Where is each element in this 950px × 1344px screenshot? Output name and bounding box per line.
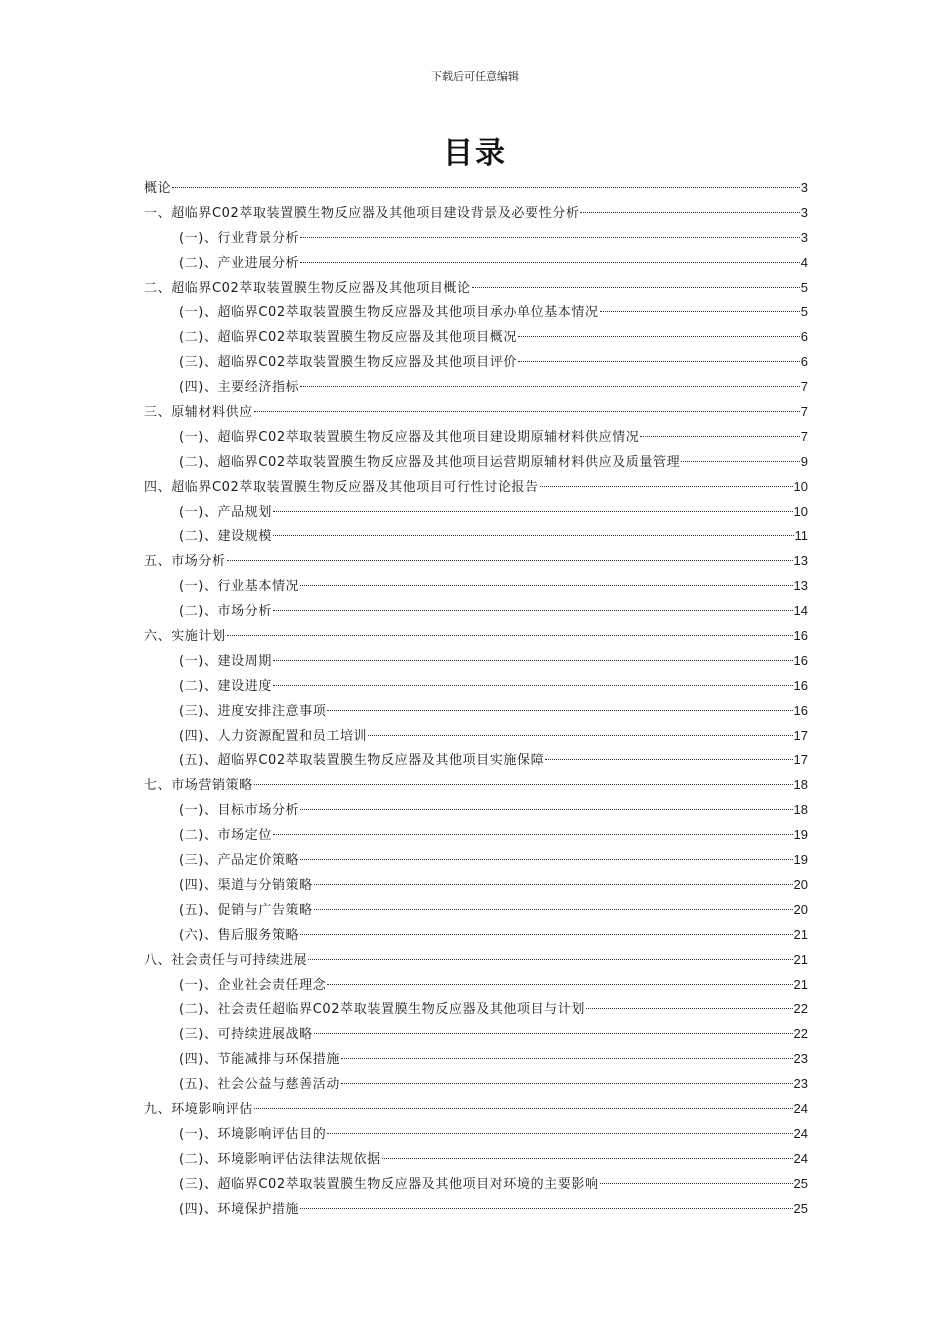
toc-dot-leader	[273, 535, 794, 536]
toc-page-number: 25	[793, 1200, 808, 1216]
toc-dot-leader	[273, 685, 793, 686]
toc-entry-text: (一)、行业基本情况	[179, 579, 300, 595]
toc-subentry[interactable]	[144, 699, 808, 724]
toc-entry-text: (二)、超临界C02萃取装置膜生物反应器及其他项目概况	[179, 330, 517, 346]
toc-page-number: 10	[793, 503, 808, 519]
toc-entry-text: (二)、市场分析	[179, 604, 272, 620]
toc-page-number: 14	[793, 603, 808, 619]
toc-subentry[interactable]	[144, 1172, 808, 1197]
toc-subentry[interactable]	[144, 973, 808, 998]
toc-page-number: 24	[793, 1100, 808, 1116]
toc-entry[interactable]	[144, 475, 808, 500]
toc-entry-text: (一)、环境影响评估目的	[179, 1126, 327, 1142]
toc-subentry[interactable]	[144, 500, 808, 525]
toc-entry-text: (一)、超临界C02萃取装置膜生物反应器及其他项目建设期原辅材料供应情况	[179, 429, 640, 445]
toc-dot-leader	[254, 411, 800, 412]
toc-subentry[interactable]	[144, 649, 808, 674]
toc-subentry[interactable]	[144, 1047, 808, 1072]
toc-dot-leader	[327, 1133, 792, 1134]
toc-dot-leader	[600, 311, 800, 312]
toc-entry[interactable]	[144, 276, 808, 301]
toc-entry-text: 三、原辅材料供应	[144, 405, 253, 421]
toc-dot-leader	[254, 1108, 793, 1109]
toc-subentry[interactable]	[144, 425, 808, 450]
toc-dot-leader	[314, 909, 793, 910]
toc-subentry[interactable]	[144, 873, 808, 898]
toc-entry-text: 七、市场营销策略	[144, 778, 253, 794]
toc-entry-text: (二)、产业进展分析	[179, 255, 300, 271]
toc-subentry[interactable]	[144, 848, 808, 873]
toc-dot-leader	[273, 511, 793, 512]
toc-subentry[interactable]	[144, 923, 808, 948]
toc-page-number: 7	[800, 428, 808, 444]
toc-entry-text: (二)、社会责任超临界C02萃取装置膜生物反应器及其他项目与计划	[179, 1002, 585, 1018]
toc-page-number: 10	[793, 478, 808, 494]
toc-subentry[interactable]	[144, 251, 808, 276]
toc-page-number: 20	[793, 901, 808, 917]
toc-entry-text: (一)、超临界C02萃取装置膜生物反应器及其他项目承办单位基本情况	[179, 305, 599, 321]
toc-entry-text: (三)、进度安排注意事项	[179, 703, 327, 719]
toc-dot-leader	[327, 710, 792, 711]
toc-entry-text: 四、超临界C02萃取装置膜生物反应器及其他项目可行性讨论报告	[144, 479, 539, 495]
page-title: 目录	[443, 136, 507, 171]
toc-dot-leader	[300, 859, 792, 860]
toc-dot-leader	[580, 212, 799, 213]
toc-entry[interactable]	[144, 400, 808, 425]
toc-page-number: 17	[793, 727, 808, 743]
toc-entry-text: (六)、售后服务策略	[179, 927, 300, 943]
toc-page-number: 5	[800, 279, 808, 295]
toc-entry-text: (一)、建设周期	[179, 653, 272, 669]
toc-page-number: 9	[800, 453, 808, 469]
toc-dot-leader	[368, 735, 792, 736]
toc-dot-leader	[341, 1083, 793, 1084]
toc-dot-leader	[227, 560, 793, 561]
toc-subentry[interactable]	[144, 450, 808, 475]
toc-page-number: 16	[793, 628, 808, 644]
toc-dot-leader	[227, 635, 793, 636]
toc-dot-leader	[300, 237, 800, 238]
toc-dot-leader	[341, 1058, 793, 1059]
toc-page-number: 4	[800, 254, 808, 270]
toc-subentry[interactable]	[144, 1147, 808, 1172]
toc-dot-leader	[472, 287, 800, 288]
toc-page-number: 16	[793, 677, 808, 693]
toc-subentry[interactable]	[144, 1122, 808, 1147]
toc-dot-leader	[273, 834, 793, 835]
toc-entry-text: (二)、市场定位	[179, 828, 272, 844]
toc-entry[interactable]	[144, 176, 808, 201]
toc-entry[interactable]	[144, 201, 808, 226]
toc-dot-leader	[254, 784, 793, 785]
toc-subentry[interactable]	[144, 798, 808, 823]
toc-subentry[interactable]	[144, 997, 808, 1022]
toc-page-number: 23	[793, 1051, 808, 1067]
toc-entry-text: (四)、环境保护措施	[179, 1201, 300, 1217]
toc-entry-text: (二)、环境影响评估法律法规依据	[179, 1151, 381, 1167]
toc-page-number: 22	[793, 1001, 808, 1017]
toc-page-number: 19	[793, 852, 808, 868]
toc-entry-text: (一)、行业背景分析	[179, 230, 300, 246]
toc-subentry[interactable]	[144, 599, 808, 624]
toc-page-number: 18	[793, 777, 808, 793]
toc-dot-leader	[681, 461, 800, 462]
toc-dot-leader	[172, 187, 800, 188]
toc-subentry[interactable]	[144, 823, 808, 848]
toc-page-number: 19	[793, 827, 808, 843]
toc-subentry[interactable]	[144, 1072, 808, 1097]
toc-entry-text: (三)、产品定价策略	[179, 853, 300, 869]
toc-page-number: 6	[800, 329, 808, 345]
toc-page-number: 24	[793, 1125, 808, 1141]
toc-dot-leader	[308, 959, 792, 960]
toc-page-number: 6	[800, 354, 808, 370]
toc-entry-text: (三)、超临界C02萃取装置膜生物反应器及其他项目对环境的主要影响	[179, 1176, 599, 1192]
toc-entry[interactable]	[144, 549, 808, 574]
toc-dot-leader	[518, 336, 800, 337]
toc-entry-text: (五)、超临界C02萃取装置膜生物反应器及其他项目实施保障	[179, 753, 545, 769]
toc-dot-leader	[382, 1158, 793, 1159]
toc-subentry[interactable]	[144, 325, 808, 350]
toc-subentry[interactable]	[144, 524, 808, 549]
toc-entry-text: (二)、超临界C02萃取装置膜生物反应器及其他项目运营期原辅材料供应及质量管理	[179, 454, 681, 470]
toc-entry[interactable]	[144, 773, 808, 798]
toc-page-number: 13	[793, 553, 808, 569]
toc-entry-text: 六、实施计划	[144, 629, 226, 645]
toc-page-number: 3	[800, 180, 808, 195]
toc-page-number: 22	[793, 1026, 808, 1042]
toc-entry-text: (四)、人力资源配置和员工培训	[179, 728, 368, 744]
toc-dot-leader	[314, 884, 793, 885]
toc-dot-leader	[640, 436, 799, 437]
toc-subentry[interactable]	[144, 748, 808, 773]
toc-entry-text: 五、市场分析	[144, 554, 226, 570]
toc-entry-text: 八、社会责任与可持续进展	[144, 952, 308, 968]
toc-subentry[interactable]	[144, 674, 808, 699]
toc-dot-leader	[300, 934, 792, 935]
toc-page-number: 21	[793, 951, 808, 967]
toc-entry-text: (一)、目标市场分析	[179, 803, 300, 819]
toc-entry-text: (五)、社会公益与慈善活动	[179, 1077, 340, 1093]
toc-subentry[interactable]	[144, 1022, 808, 1047]
toc-page-number: 25	[793, 1175, 808, 1191]
toc-page-number: 11	[794, 528, 808, 544]
toc-entry-text: (三)、超临界C02萃取装置膜生物反应器及其他项目评价	[179, 355, 517, 371]
toc-page-number: 7	[800, 379, 808, 395]
toc-entry-text: (一)、产品规划	[179, 504, 272, 520]
table-of-contents	[144, 176, 808, 1221]
toc-page-number: 17	[793, 752, 808, 768]
toc-entry-text: (四)、节能减排与环保措施	[179, 1052, 340, 1068]
toc-entry[interactable]	[144, 948, 808, 973]
toc-dot-leader	[586, 1008, 793, 1009]
toc-dot-leader	[300, 1208, 792, 1209]
toc-dot-leader	[327, 984, 792, 985]
page-header-note: 下载后可任意编辑	[431, 70, 519, 83]
toc-page-number: 3	[800, 229, 808, 245]
toc-page-number: 20	[793, 876, 808, 892]
toc-entry-text: (五)、促销与广告策略	[179, 902, 313, 918]
toc-page-number: 16	[793, 652, 808, 668]
toc-subentry[interactable]	[144, 375, 808, 400]
toc-dot-leader	[300, 585, 792, 586]
toc-dot-leader	[314, 1033, 793, 1034]
toc-dot-leader	[300, 262, 800, 263]
toc-dot-leader	[300, 809, 792, 810]
toc-dot-leader	[545, 759, 792, 760]
toc-entry-text: (二)、建设进度	[179, 678, 272, 694]
toc-entry[interactable]	[144, 624, 808, 649]
toc-entry[interactable]	[144, 1097, 808, 1122]
toc-page-number: 5	[800, 304, 808, 320]
toc-entry-text: (三)、可持续进展战略	[179, 1027, 313, 1043]
toc-entry-text: 九、环境影响评估	[144, 1101, 253, 1117]
toc-entry-text: (四)、渠道与分销策略	[179, 877, 313, 893]
toc-page-number: 7	[800, 404, 808, 420]
toc-page-number: 23	[793, 1076, 808, 1092]
toc-page-number: 16	[793, 702, 808, 718]
toc-entry-text: 二、超临界C02萃取装置膜生物反应器及其他项目概论	[144, 280, 471, 296]
toc-entry-text: (一)、企业社会责任理念	[179, 977, 327, 993]
toc-dot-leader	[600, 1183, 793, 1184]
toc-page-number: 3	[800, 204, 808, 220]
toc-page-number: 18	[793, 802, 808, 818]
toc-dot-leader	[540, 486, 793, 487]
toc-subentry[interactable]	[144, 1197, 808, 1222]
toc-subentry[interactable]	[144, 724, 808, 749]
toc-entry-text: (四)、主要经济指标	[179, 380, 300, 396]
toc-entry-text: 概论	[144, 181, 172, 196]
toc-dot-leader	[273, 610, 793, 611]
toc-dot-leader	[300, 386, 800, 387]
toc-page-number: 21	[793, 976, 808, 992]
toc-subentry[interactable]	[144, 898, 808, 923]
toc-page-number: 21	[793, 926, 808, 942]
toc-entry-text: 一、超临界C02萃取装置膜生物反应器及其他项目建设背景及必要性分析	[144, 205, 580, 221]
toc-subentry[interactable]	[144, 350, 808, 375]
toc-subentry[interactable]	[144, 574, 808, 599]
toc-subentry[interactable]	[144, 300, 808, 325]
toc-dot-leader	[273, 660, 793, 661]
toc-subentry[interactable]	[144, 226, 808, 251]
toc-dot-leader	[518, 361, 800, 362]
toc-page-number: 13	[793, 578, 808, 594]
toc-entry-text: (二)、建设规模	[179, 529, 272, 545]
toc-page-number: 24	[793, 1150, 808, 1166]
